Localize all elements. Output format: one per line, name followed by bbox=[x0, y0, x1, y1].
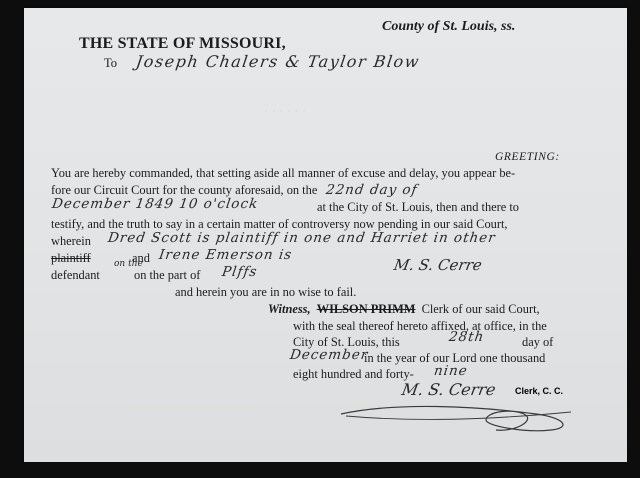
witness-line-1 bbox=[268, 301, 540, 318]
body-line-8: and herein you are in no wise to fail. bbox=[175, 285, 357, 299]
signature-flourish bbox=[336, 400, 586, 440]
plaintiffs-handwriting: Plffs bbox=[220, 264, 259, 280]
witness-line-1-rest: Clerk of our said Court, bbox=[421, 302, 540, 316]
insertion-handwriting: on the bbox=[114, 259, 143, 269]
on-part-of-text: on the part of bbox=[134, 268, 201, 282]
hearing-date-handwriting: December 1849 10 o'clock bbox=[50, 196, 260, 212]
witness-line-3: City of St. Louis, this bbox=[293, 335, 400, 349]
to-label: To bbox=[104, 56, 118, 70]
witness-month-handwriting: December bbox=[288, 347, 370, 363]
document-paper bbox=[24, 8, 627, 462]
body-line-5-label: wherein bbox=[51, 234, 91, 248]
and-text: and bbox=[132, 251, 150, 265]
hearing-day-handwriting: 22nd day of bbox=[325, 182, 420, 198]
body-line-1: You are hereby commanded, that setting aside all manner of excuse and delay, you appear be- bbox=[51, 166, 516, 180]
county-heading: County of St. Louis, ss. bbox=[382, 19, 516, 34]
body-line-3: at the City of St. Louis, then and there to bbox=[317, 200, 520, 214]
witness-day-handwriting: 28th bbox=[447, 329, 486, 345]
defendant-name-handwriting: Irene Emerson is bbox=[157, 247, 294, 263]
greeting: GREETING: bbox=[495, 151, 560, 163]
clerk-signature-bottom: M. S. Cerre bbox=[400, 380, 498, 399]
witness-line-5: eight hundred and forty- bbox=[293, 367, 414, 381]
bleed-through-text: · · · · · · bbox=[264, 103, 307, 118]
parties-handwriting: Dred Scott is plaintiff in one and Harriet in other bbox=[106, 230, 497, 246]
clerk-label: Clerk, C. C. bbox=[515, 386, 564, 396]
witness-line-2: with the seal thereof hereto affixed, at office, in the bbox=[293, 319, 547, 333]
addressee-handwriting: Joseph Chalers & Taylor Blow bbox=[134, 52, 422, 71]
body-line-4: testify, and the truth to say in a certain matter of controversy now pending in our said Court, bbox=[51, 217, 508, 231]
struck-plaintiff: plaintiff bbox=[51, 251, 91, 265]
witness-name: WILSON PRIMM bbox=[316, 302, 416, 316]
witness-label: Witness, bbox=[268, 302, 311, 316]
witness-line-4: in the year of our Lord one thousand bbox=[364, 351, 546, 365]
clerk-signature-top: M. S. Cerre bbox=[392, 256, 484, 274]
witness-line-3-end: day of bbox=[522, 335, 554, 349]
state-heading: THE STATE OF MISSOURI, bbox=[79, 35, 286, 52]
defendant-label: defendant bbox=[51, 268, 100, 282]
witness-year-handwriting: nine bbox=[432, 363, 469, 379]
body-line-2-text: fore our Circuit Court for the county aforesaid, on the bbox=[51, 183, 318, 197]
